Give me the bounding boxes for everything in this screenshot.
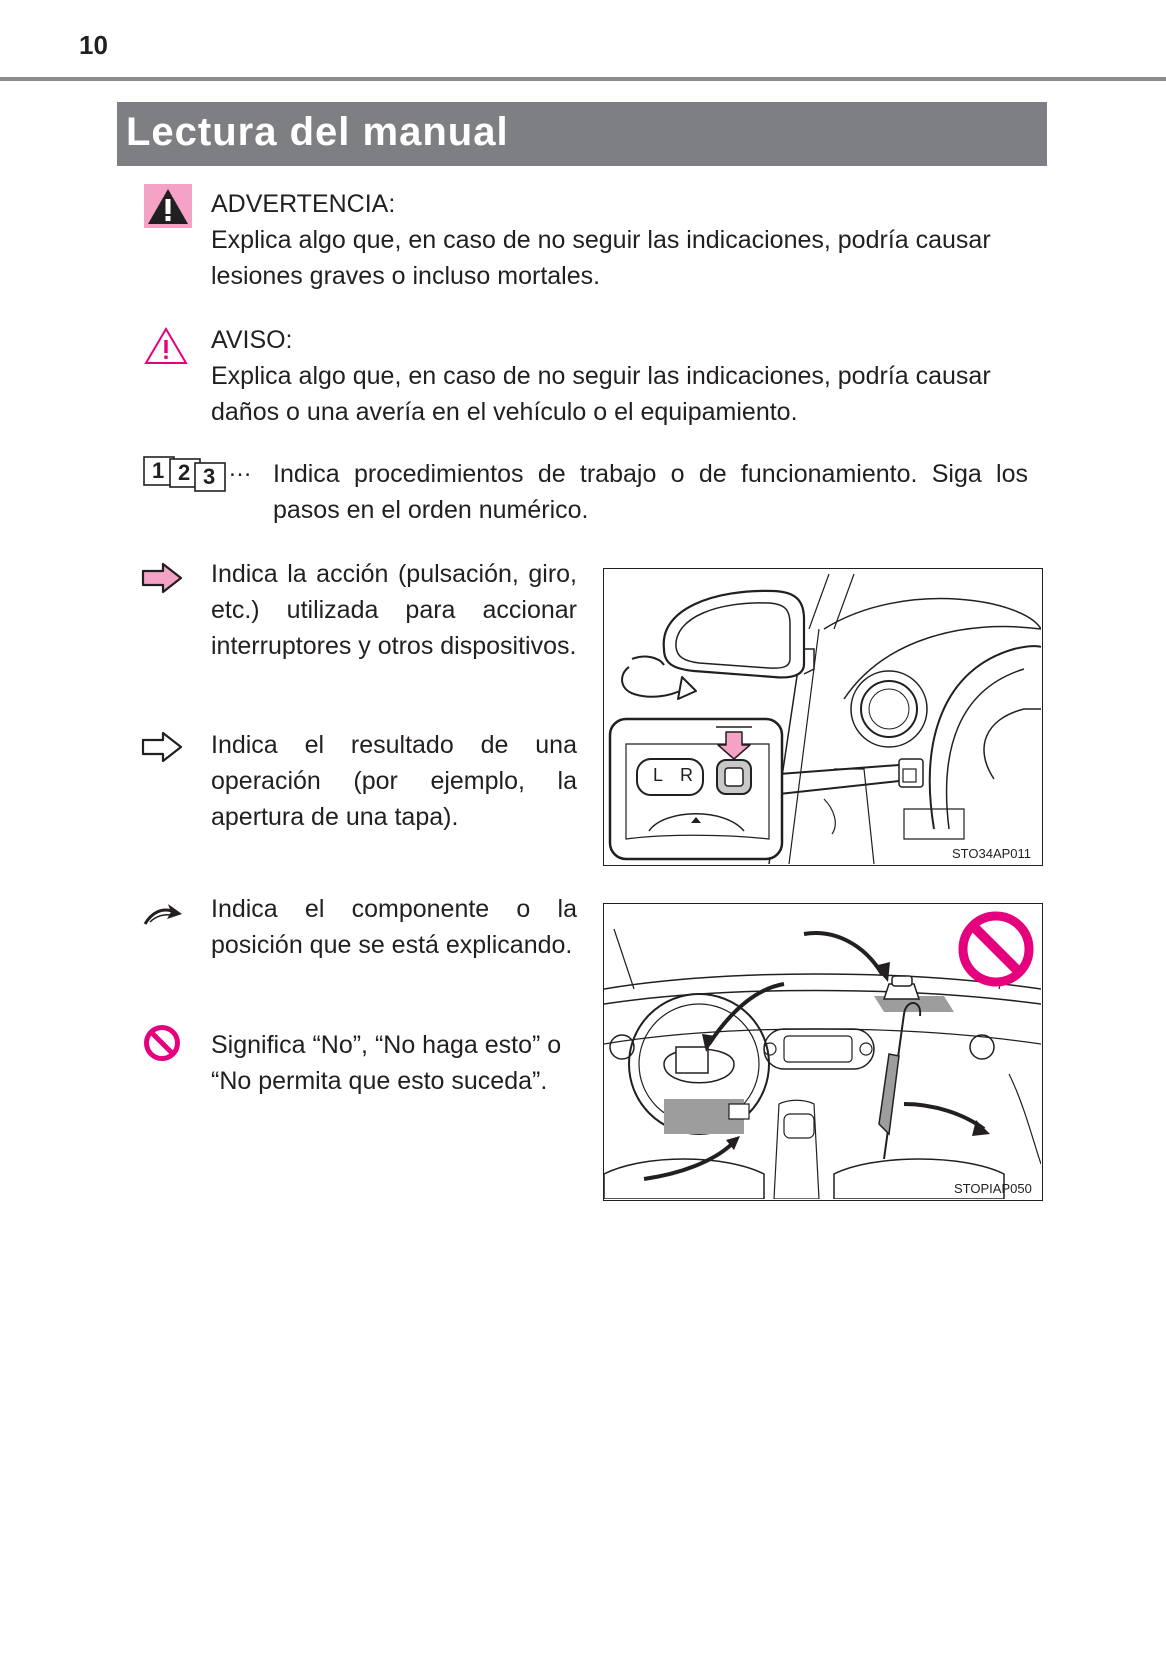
result-arrow-icon — [141, 731, 183, 763]
result-arrow-text: Indica el resultado de una operación (por ejemplo, la apertura de una tapa). — [211, 731, 577, 831]
warning-triangle-icon — [144, 184, 192, 228]
step-digit-1: 1 — [152, 458, 165, 483]
figure2-code: STOPIAP050 — [954, 1181, 1032, 1196]
warning-label: ADVERTENCIA: — [211, 190, 396, 218]
switch-right-label: R — [680, 765, 693, 785]
notice-text: Explica algo que, en caso de no seguir las indicaciones, podría causar daños o una avería en el vehículo o el equipamiento. — [211, 362, 991, 426]
mirror-switch-illustration — [604, 569, 1041, 864]
figure1-code: STO34AP011 — [952, 846, 1032, 861]
switch-left-label: L — [653, 765, 664, 785]
step-ellipsis: … — [228, 455, 252, 482]
notice-triangle-icon — [143, 326, 189, 366]
notice-label: AVISO: — [211, 326, 293, 354]
action-arrow-text: Indica la acción (pulsación, giro, etc.) utilizada para accionar interruptores y otros dispositivos. — [211, 560, 577, 660]
component-arrow-icon — [142, 902, 184, 928]
top-rule — [0, 77, 1166, 81]
step-digit-2: 2 — [178, 460, 191, 485]
prohibition-text: Significa “No”, “No haga esto” o “No permita que esto suceda”. — [211, 1031, 562, 1095]
section-title: Lectura del manual — [126, 110, 509, 154]
figure-mirror-switch — [603, 568, 1043, 866]
step-numbers-icon — [143, 456, 258, 492]
prohibition-icon — [143, 1024, 181, 1062]
page-number: 10 — [79, 30, 108, 60]
figure-dashboard-prohibition — [603, 903, 1043, 1201]
steps-text: Indica procedimientos de trabajo o de funcionamiento. Siga los pasos en el orden numérico. — [273, 460, 1028, 524]
component-arrow-text: Indica el componente o la posición que se está explicando. — [211, 895, 577, 959]
warning-text: Explica algo que, en caso de no seguir las indicaciones, podría causar lesiones graves o incluso mortales. — [211, 226, 991, 290]
step-digit-3: 3 — [203, 464, 216, 489]
dashboard-illustration — [604, 904, 1041, 1199]
section-title-bar — [117, 102, 1047, 166]
action-arrow-icon — [141, 562, 183, 594]
